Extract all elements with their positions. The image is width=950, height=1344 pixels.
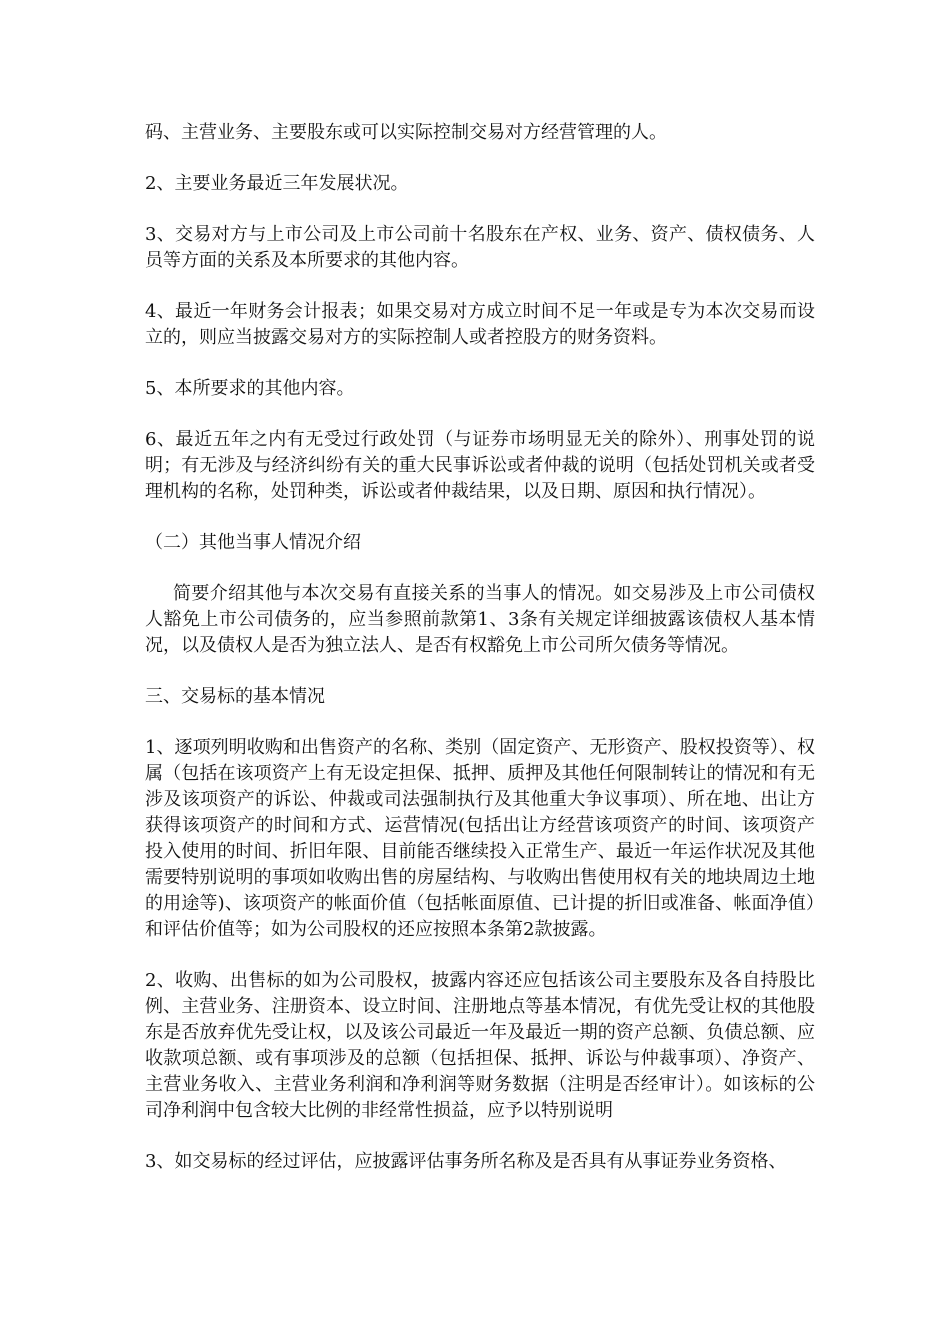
paragraph-target-item-3: 3、如交易标的经过评估，应披露评估事务所名称及是否具有从事证券业务资格、 — [145, 1151, 787, 1172]
paragraph-item-5-other-content: 5、本所要求的其他内容。 — [145, 378, 355, 399]
paragraph-item-6-penalties: 6、最近五年之内有无受过行政处罚（与证券市场明显无关的除外）、刑事处罚的说明；有无涉及与经济纠纷有关的重大民事诉讼或者仲裁的说明（包括处罚机关或者受理机构的名称，处罚种类，诉讼或者仲裁结果，以及日期、原因和执行情况）。 — [145, 429, 815, 502]
document-body — [145, 120, 815, 1200]
paragraph-other-parties-description: 简要介绍其他与本次交易有直接关系的当事人的情况。如交易涉及上市公司债权人豁免上市公司债务的，应当参照前款第1、3条有关规定详细披露该债权人基本情况，以及债权人是否为独立法人、是否有权豁免上市公司所欠债务等情况。 — [145, 583, 815, 656]
paragraph-item-2-business-development: 2、主要业务最近三年发展状况。 — [145, 173, 409, 194]
paragraph-counterparty-continuation: 码、主营业务、主要股东或可以实际控制交易对方经营管理的人。 — [145, 122, 667, 143]
section-heading-other-parties: （二）其他当事人情况介绍 — [145, 532, 361, 553]
paragraph-target-item-2: 2、收购、出售标的如为公司股权，披露内容还应包括该公司主要股东及各自持股比例、主营业务、注册资本、设立时间、注册地点等基本情况，有优先受让权的其他股东是否放弃优先受让权，以及该公司最近一年及最近一期的资产总额、负债总额、应收款项总额、或有事项涉及的总额（包括担保、抵押、诉讼与仲裁事项）、净资产、主营业务收入、主营业务利润和净利润等财务数据（注明是否经审计）。如该标的公司净利润中包含较大比例的非经常性损益，应予以特别说明 — [145, 970, 815, 1121]
paragraph-item-3-relationships: 3、交易对方与上市公司及上市公司前十名股东在产权、业务、资产、债权债务、人员等方面的关系及本所要求的其他内容。 — [145, 224, 815, 271]
paragraph-target-item-1: 1、逐项列明收购和出售资产的名称、类别（固定资产、无形资产、股权投资等）、权属（包括在该项资产上有无设定担保、抵押、质押及其他任何限制转让的情况和有无涉及该项资产的诉讼、仲裁或司法强制执行及其他重大争议事项）、所在地、出让方获得该项资产的时间和方式、运营情况(包括出让方经营该项资产的时间、该项资产投入使用的时间、折旧年限、目前能否继续投入正常生产、最近一年运作状况及其他需要特别说明的事项如收购出售的房屋结构、与收购出售使用权有关的地块周边土地的用途等)、该项资产的帐面价值（包括帐面原值、已计提的折旧或准备、帐面净值）和评估价值等；如为公司股权的还应按照本条第2款披露。 — [145, 737, 815, 940]
section-heading-transaction-target: 三、交易标的基本情况 — [145, 686, 325, 707]
paragraph-item-4-financial-statements: 4、最近一年财务会计报表；如果交易对方成立时间不足一年或是专为本次交易而设立的，则应当披露交易对方的实际控制人或者控股方的财务资料。 — [145, 301, 815, 348]
